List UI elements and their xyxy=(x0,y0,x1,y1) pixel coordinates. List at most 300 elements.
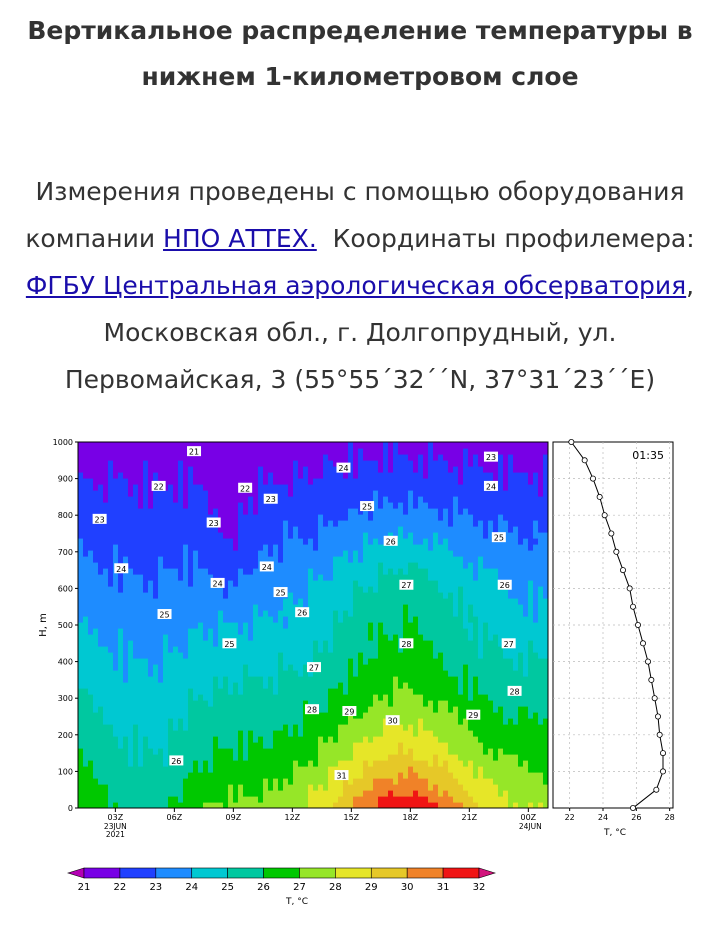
heatmap-cell xyxy=(318,784,324,791)
heatmap-cell xyxy=(268,472,274,479)
heatmap-cell xyxy=(383,766,389,773)
heatmap-cell xyxy=(223,718,229,725)
heatmap-cell xyxy=(123,454,129,461)
heatmap-cell xyxy=(153,574,159,581)
heatmap-cell xyxy=(153,682,159,689)
heatmap-cell xyxy=(198,604,204,611)
heatmap-cell xyxy=(418,742,424,749)
heatmap-cell xyxy=(358,652,364,659)
heatmap-cell xyxy=(378,766,384,773)
heatmap-cell xyxy=(423,508,429,515)
heatmap-cell xyxy=(263,622,269,629)
heatmap-cell xyxy=(213,664,219,671)
heatmap-cell xyxy=(103,640,109,647)
heatmap-cell xyxy=(253,460,259,467)
heatmap-cell xyxy=(338,508,344,515)
heatmap-cell xyxy=(88,550,94,557)
heatmap-cell xyxy=(403,742,409,749)
heatmap-cell xyxy=(448,514,454,521)
heatmap-cell xyxy=(408,550,414,557)
heatmap-cell xyxy=(188,634,194,641)
heatmap-cell xyxy=(253,748,259,755)
heatmap-cell xyxy=(298,466,304,473)
heatmap-cell xyxy=(318,754,324,761)
heatmap-cell xyxy=(198,640,204,647)
heatmap-cell xyxy=(113,664,119,671)
heatmap-cell xyxy=(383,520,389,527)
heatmap-cell xyxy=(388,748,394,755)
heatmap-cell xyxy=(78,766,84,773)
heatmap-cell xyxy=(463,448,469,455)
heatmap-cell xyxy=(153,706,159,713)
heatmap-cell xyxy=(293,598,299,605)
heatmap-cell xyxy=(103,652,109,659)
heatmap-cell xyxy=(118,490,124,497)
heatmap-cell xyxy=(213,508,219,515)
heatmap-cell xyxy=(158,670,164,677)
heatmap-cell xyxy=(208,682,214,689)
heatmap-cell xyxy=(108,706,114,713)
heatmap-cell xyxy=(428,730,434,737)
heatmap-cell xyxy=(328,520,334,527)
heatmap-cell xyxy=(238,706,244,713)
heatmap-cell xyxy=(288,688,294,695)
cao-link[interactable]: ФГБУ Центральная аэрологическая обсерватория xyxy=(25,271,687,300)
heatmap-cell xyxy=(133,784,139,791)
heatmap-cell xyxy=(78,448,84,455)
heatmap-cell xyxy=(423,580,429,587)
heatmap-cell xyxy=(153,778,159,785)
heatmap-cell xyxy=(233,754,239,761)
heatmap-cell xyxy=(83,532,89,539)
heatmap-cell xyxy=(298,796,304,803)
heatmap-cell xyxy=(218,532,224,539)
heatmap-cell xyxy=(193,502,199,509)
heatmap-cell xyxy=(308,730,314,737)
heatmap-cell xyxy=(178,730,184,737)
heatmap-cell xyxy=(193,652,199,659)
heatmap-cell xyxy=(133,448,139,455)
heatmap-cell xyxy=(418,526,424,533)
heatmap-cell xyxy=(373,634,379,641)
heatmap-cell xyxy=(323,760,329,767)
heatmap-cell xyxy=(443,496,449,503)
heatmap-cell xyxy=(88,478,94,485)
heatmap-cell xyxy=(88,628,94,635)
heatmap-cell xyxy=(268,448,274,455)
heatmap-cell xyxy=(428,724,434,731)
heatmap-cell xyxy=(168,670,174,677)
heatmap-cell xyxy=(363,448,369,455)
heatmap-cell xyxy=(478,514,484,521)
heatmap-cell xyxy=(393,652,399,659)
heatmap-cell xyxy=(473,580,479,587)
heatmap-cell xyxy=(153,502,159,509)
heatmap-cell xyxy=(423,478,429,485)
heatmap-cell xyxy=(433,724,439,731)
heatmap-cell xyxy=(378,622,384,629)
heatmap-cell xyxy=(253,442,259,449)
heatmap-cell xyxy=(303,646,309,653)
heatmap-cell xyxy=(103,628,109,635)
heatmap-cell xyxy=(353,592,359,599)
heatmap-cell xyxy=(408,544,414,551)
heatmap-cell xyxy=(128,664,134,671)
heatmap-cell xyxy=(138,586,144,593)
heatmap-cell xyxy=(483,658,489,665)
heatmap-cell xyxy=(133,550,139,557)
heatmap-cell xyxy=(173,724,179,731)
heatmap-cell xyxy=(453,580,459,587)
heatmap-cell xyxy=(253,574,259,581)
heatmap-cell xyxy=(418,766,424,773)
heatmap-cell xyxy=(83,502,89,509)
heatmap-cell xyxy=(178,640,184,647)
heatmap-cell xyxy=(463,544,469,551)
heatmap-cell xyxy=(393,490,399,497)
heatmap-cell xyxy=(443,586,449,593)
heatmap-cell xyxy=(313,514,319,521)
heatmap-cell xyxy=(78,556,84,563)
heatmap-cell xyxy=(343,796,349,803)
heatmap-cell xyxy=(453,466,459,473)
heatmap-cell xyxy=(238,472,244,479)
heatmap-cell xyxy=(373,628,379,635)
heatmap-cell xyxy=(183,724,189,731)
heatmap-cell xyxy=(483,724,489,731)
heatmap-cell xyxy=(228,568,234,575)
heatmap-cell xyxy=(388,682,394,689)
heatmap-cell xyxy=(388,652,394,659)
heatmap-cell xyxy=(228,664,234,671)
heatmap-cell xyxy=(293,484,299,491)
heatmap-cell xyxy=(438,454,444,461)
heatmap-cell xyxy=(283,604,289,611)
heatmap-cell xyxy=(148,628,154,635)
heatmap-cell xyxy=(373,622,379,629)
heatmap-cell xyxy=(448,610,454,617)
heatmap-cell xyxy=(88,598,94,605)
heatmap-cell xyxy=(293,526,299,533)
heatmap-cell xyxy=(178,748,184,755)
heatmap-cell xyxy=(313,466,319,473)
heatmap-cell xyxy=(323,664,329,671)
heatmap-cell xyxy=(453,610,459,617)
heatmap-cell xyxy=(443,754,449,761)
heatmap-cell xyxy=(248,556,254,563)
heatmap-cell xyxy=(403,454,409,461)
heatmap-cell xyxy=(443,556,449,563)
heatmap-cell xyxy=(283,736,289,743)
heatmap-cell xyxy=(363,712,369,719)
heatmap-cell xyxy=(223,556,229,563)
title-line-1: Вертикальное распределение температуры в xyxy=(27,16,693,45)
heatmap-cell xyxy=(468,736,474,743)
heatmap-cell xyxy=(463,700,469,707)
heatmap-cell xyxy=(308,442,314,449)
heatmap-cell xyxy=(203,460,209,467)
heatmap-cell xyxy=(408,508,414,515)
heatmap-cell xyxy=(283,556,289,563)
heatmap-cell xyxy=(83,718,89,725)
heatmap-cell xyxy=(238,676,244,683)
heatmap-cell xyxy=(143,580,149,587)
heatmap-cell xyxy=(448,598,454,605)
heatmap-cell xyxy=(388,736,394,743)
heatmap-cell xyxy=(303,496,309,503)
heatmap-cell xyxy=(158,592,164,599)
heatmap-cell xyxy=(178,514,184,521)
heatmap-cell xyxy=(428,712,434,719)
heatmap-cell xyxy=(283,514,289,521)
heatmap-cell xyxy=(468,610,474,617)
heatmap-cell xyxy=(453,586,459,593)
heatmap-cell xyxy=(203,502,209,509)
heatmap-cell xyxy=(283,454,289,461)
heatmap-cell xyxy=(288,760,294,767)
heatmap-cell xyxy=(443,700,449,707)
heatmap-cell xyxy=(378,442,384,449)
heatmap-cell xyxy=(168,520,174,527)
heatmap-cell xyxy=(183,676,189,683)
heatmap-cell xyxy=(448,760,454,767)
heatmap-cell xyxy=(183,580,189,587)
heatmap-cell xyxy=(328,724,334,731)
heatmap-cell xyxy=(108,694,114,701)
heatmap-cell xyxy=(88,700,94,707)
heatmap-cell xyxy=(268,508,274,515)
heatmap-cell xyxy=(148,754,154,761)
heatmap-cell xyxy=(243,538,249,545)
heatmap-cell xyxy=(343,544,349,551)
heatmap-cell xyxy=(418,442,424,449)
heatmap-cell xyxy=(373,604,379,611)
heatmap-cell xyxy=(168,682,174,689)
heatmap-cell xyxy=(393,748,399,755)
heatmap-cell xyxy=(378,760,384,767)
heatmap-cell xyxy=(163,448,169,455)
heatmap-cell xyxy=(283,784,289,791)
heatmap-cell xyxy=(363,652,369,659)
heatmap-cell xyxy=(288,526,294,533)
heatmap-cell xyxy=(218,796,224,803)
heatmap-cell xyxy=(213,562,219,569)
heatmap-cell xyxy=(413,790,419,797)
heatmap-cell xyxy=(463,592,469,599)
heatmap-cell xyxy=(88,490,94,497)
heatmap-cell xyxy=(288,520,294,527)
heatmap-cell xyxy=(103,526,109,533)
heatmap-cell xyxy=(183,628,189,635)
heatmap-cell xyxy=(478,664,484,671)
heatmap-cell xyxy=(303,574,309,581)
heatmap-cell xyxy=(288,700,294,707)
heatmap-cell xyxy=(298,790,304,797)
heatmap-cell xyxy=(303,532,309,539)
heatmap-cell xyxy=(343,760,349,767)
heatmap-cell xyxy=(363,538,369,545)
heatmap-cell xyxy=(343,454,349,461)
heatmap-cell xyxy=(218,658,224,665)
heatmap-cell xyxy=(303,568,309,575)
heatmap-cell xyxy=(453,688,459,695)
heatmap-cell xyxy=(223,736,229,743)
heatmap-cell xyxy=(378,790,384,797)
heatmap-cell xyxy=(228,688,234,695)
heatmap-cell xyxy=(298,568,304,575)
heatmap-cell xyxy=(393,622,399,629)
heatmap-cell xyxy=(373,580,379,587)
heatmap-cell xyxy=(143,646,149,653)
heatmap-cell xyxy=(178,460,184,467)
heatmap-cell xyxy=(213,742,219,749)
heatmap-cell xyxy=(88,616,94,623)
heatmap-cell xyxy=(413,682,419,689)
heatmap-cell xyxy=(123,736,129,743)
heatmap-cell xyxy=(123,616,129,623)
heatmap-cell xyxy=(438,676,444,683)
heatmap-cell xyxy=(458,796,464,803)
heatmap-cell xyxy=(333,700,339,707)
heatmap-cell xyxy=(443,574,449,581)
heatmap-cell xyxy=(398,754,404,761)
heatmap-cell xyxy=(143,778,149,785)
heatmap-cell xyxy=(353,646,359,653)
heatmap-cell xyxy=(113,592,119,599)
heatmap-cell xyxy=(183,688,189,695)
heatmap-cell xyxy=(128,772,134,779)
heatmap-cell xyxy=(463,562,469,569)
heatmap-cell xyxy=(288,610,294,617)
heatmap-cell xyxy=(283,664,289,671)
heatmap-cell xyxy=(328,472,334,479)
heatmap-cell xyxy=(333,790,339,797)
heatmap-cell xyxy=(138,694,144,701)
heatmap-cell xyxy=(368,472,374,479)
heatmap-cell xyxy=(448,688,454,695)
heatmap-cell xyxy=(418,454,424,461)
heatmap-cell xyxy=(233,514,239,521)
heatmap-cell xyxy=(253,472,259,479)
heatmap-cell xyxy=(228,730,234,737)
heatmap-cell xyxy=(143,508,149,515)
heatmap-cell xyxy=(428,646,434,653)
heatmap-cell xyxy=(393,508,399,515)
heatmap-cell xyxy=(193,544,199,551)
heatmap-cell xyxy=(113,514,119,521)
heatmap-cell xyxy=(78,454,84,461)
heatmap-cell xyxy=(458,580,464,587)
heatmap-cell xyxy=(348,598,354,605)
heatmap-cell xyxy=(118,730,124,737)
heatmap-cell xyxy=(183,556,189,563)
heatmap-cell xyxy=(238,442,244,449)
heatmap-cell xyxy=(393,568,399,575)
heatmap-cell xyxy=(253,694,259,701)
heatmap-cell xyxy=(208,502,214,509)
heatmap-cell xyxy=(288,460,294,467)
heatmap-cell xyxy=(318,778,324,785)
heatmap-cell xyxy=(483,556,489,563)
heatmap-cell xyxy=(148,724,154,731)
npo-attex-link[interactable]: НПО АТТЕХ. xyxy=(163,224,317,253)
heatmap-cell xyxy=(118,658,124,665)
heatmap-cell xyxy=(208,700,214,707)
heatmap-cell xyxy=(448,790,454,797)
heatmap-cell xyxy=(273,616,279,623)
heatmap-cell xyxy=(278,550,284,557)
heatmap-cell xyxy=(323,652,329,659)
heatmap-cell xyxy=(198,784,204,791)
heatmap-cell xyxy=(263,688,269,695)
heatmap-cell xyxy=(413,658,419,665)
heatmap-cell xyxy=(168,580,174,587)
heatmap-cell xyxy=(448,736,454,743)
heatmap-cell xyxy=(103,784,109,791)
heatmap-cell xyxy=(383,478,389,485)
heatmap-cell xyxy=(268,454,274,461)
heatmap-cell xyxy=(98,490,104,497)
heatmap-cell xyxy=(388,706,394,713)
heatmap-cell xyxy=(298,508,304,515)
heatmap-cell xyxy=(408,520,414,527)
heatmap-cell xyxy=(198,700,204,707)
heatmap-cell xyxy=(158,496,164,503)
heatmap-cell xyxy=(253,724,259,731)
heatmap-cell xyxy=(443,562,449,569)
heatmap-cell xyxy=(148,442,154,449)
heatmap-cell xyxy=(278,604,284,611)
heatmap-cell xyxy=(463,586,469,593)
heatmap-cell xyxy=(78,688,84,695)
heatmap-cell xyxy=(243,658,249,665)
heatmap-cell xyxy=(163,664,169,671)
heatmap-cell xyxy=(233,694,239,701)
heatmap-cell xyxy=(233,520,239,527)
heatmap-cell xyxy=(193,508,199,515)
heatmap-cell xyxy=(408,706,414,713)
heatmap-cell xyxy=(213,778,219,785)
heatmap-cell xyxy=(338,532,344,539)
heatmap-cell xyxy=(193,694,199,701)
heatmap-cell xyxy=(133,538,139,545)
heatmap-cell xyxy=(128,688,134,695)
heatmap-cell xyxy=(403,766,409,773)
heatmap-cell xyxy=(343,574,349,581)
heatmap-cell xyxy=(223,730,229,737)
heatmap-cell xyxy=(138,496,144,503)
heatmap-cell xyxy=(483,610,489,617)
heatmap-cell xyxy=(78,574,84,581)
heatmap-cell xyxy=(323,694,329,701)
heatmap-cell xyxy=(113,556,119,563)
heatmap-cell xyxy=(423,592,429,599)
heatmap-cell xyxy=(423,736,429,743)
heatmap-cell xyxy=(178,508,184,515)
heatmap-cell xyxy=(178,550,184,557)
heatmap-cell xyxy=(258,496,264,503)
heatmap-cell xyxy=(123,484,129,491)
heatmap-cell xyxy=(463,670,469,677)
heatmap-cell xyxy=(473,736,479,743)
heatmap-cell xyxy=(258,634,264,641)
heatmap-cell xyxy=(103,448,109,455)
heatmap-cell xyxy=(468,490,474,497)
heatmap-cell xyxy=(363,682,369,689)
heatmap-cell xyxy=(83,796,89,803)
heatmap-cell xyxy=(193,628,199,635)
heatmap-cell xyxy=(78,622,84,629)
